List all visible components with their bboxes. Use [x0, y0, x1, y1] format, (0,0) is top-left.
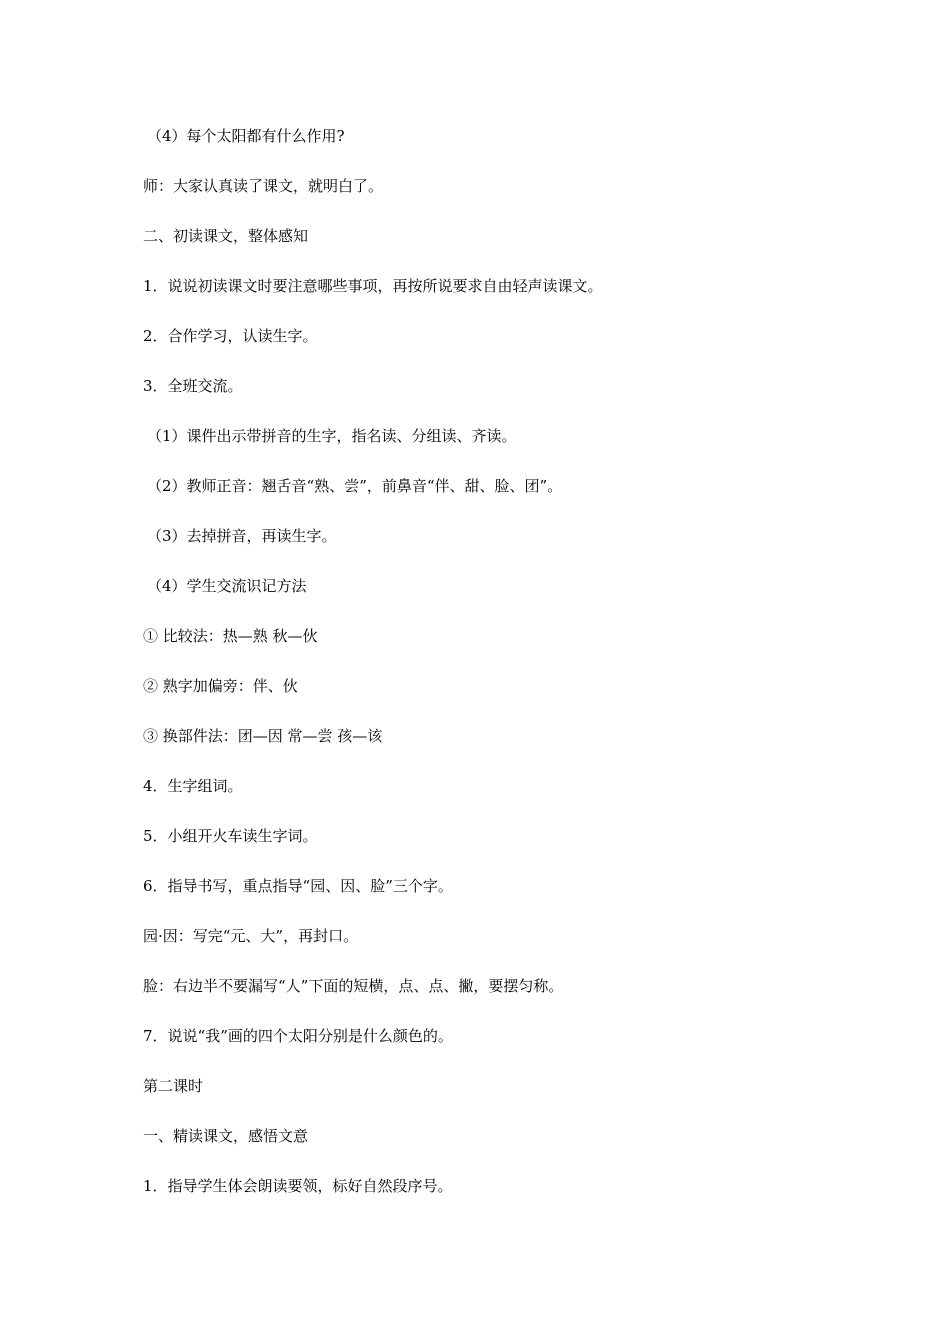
sub-step-4: （4）学生交流识记方法 [147, 577, 307, 595]
step-1: 1．说说初读课文时要注意哪些事项，再按所说要求自由轻声读课文。 [143, 277, 603, 295]
writing-note-yuan-yin: 园·因：写完“元、大”，再封口。 [143, 927, 359, 945]
step-3: 3．全班交流。 [143, 377, 243, 395]
sub-question-4: （4）每个太阳都有什么作用? [147, 127, 345, 145]
section-heading-first-reading: 二、初读课文，整体感知 [143, 227, 309, 245]
step-2: 2．合作学习，认读生字。 [143, 327, 318, 345]
sub-step-2: （2）教师正音：翘舌音“熟、尝”，前鼻音“伴、甜、脸、团”。 [147, 477, 563, 495]
step-5: 5．小组开火车读生字词。 [143, 827, 318, 845]
teacher-remark: 师：大家认真读了课文，就明白了。 [143, 177, 384, 195]
sub-step-1: （1）课件出示带拼音的生字，指名读、分组读、齐读。 [147, 427, 517, 445]
method-compare: ① 比较法：热—熟 秋—伙 [143, 627, 318, 645]
step-6: 6．指导书写，重点指导“园、因、脸”三个字。 [143, 877, 453, 895]
writing-note-lian: 脸：右边半不要漏写“人”下面的短横，点、点、撇，要摆匀称。 [143, 977, 564, 995]
lesson-two-heading: 第二课时 [143, 1077, 204, 1095]
method-radical: ② 熟字加偏旁：伴、伙 [143, 677, 298, 695]
section-heading-close-reading: 一、精读课文，感悟文意 [143, 1127, 309, 1145]
step-4: 4．生字组词。 [143, 777, 243, 795]
method-component-swap: ③ 换部件法：团—因 常—尝 孩—该 [143, 727, 383, 745]
sub-step-3: （3）去掉拼音，再读生字。 [147, 527, 337, 545]
close-reading-step-1: 1．指导学生体会朗读要领，标好自然段序号。 [143, 1177, 453, 1195]
step-7: 7．说说“我”画的四个太阳分别是什么颜色的。 [143, 1027, 453, 1045]
